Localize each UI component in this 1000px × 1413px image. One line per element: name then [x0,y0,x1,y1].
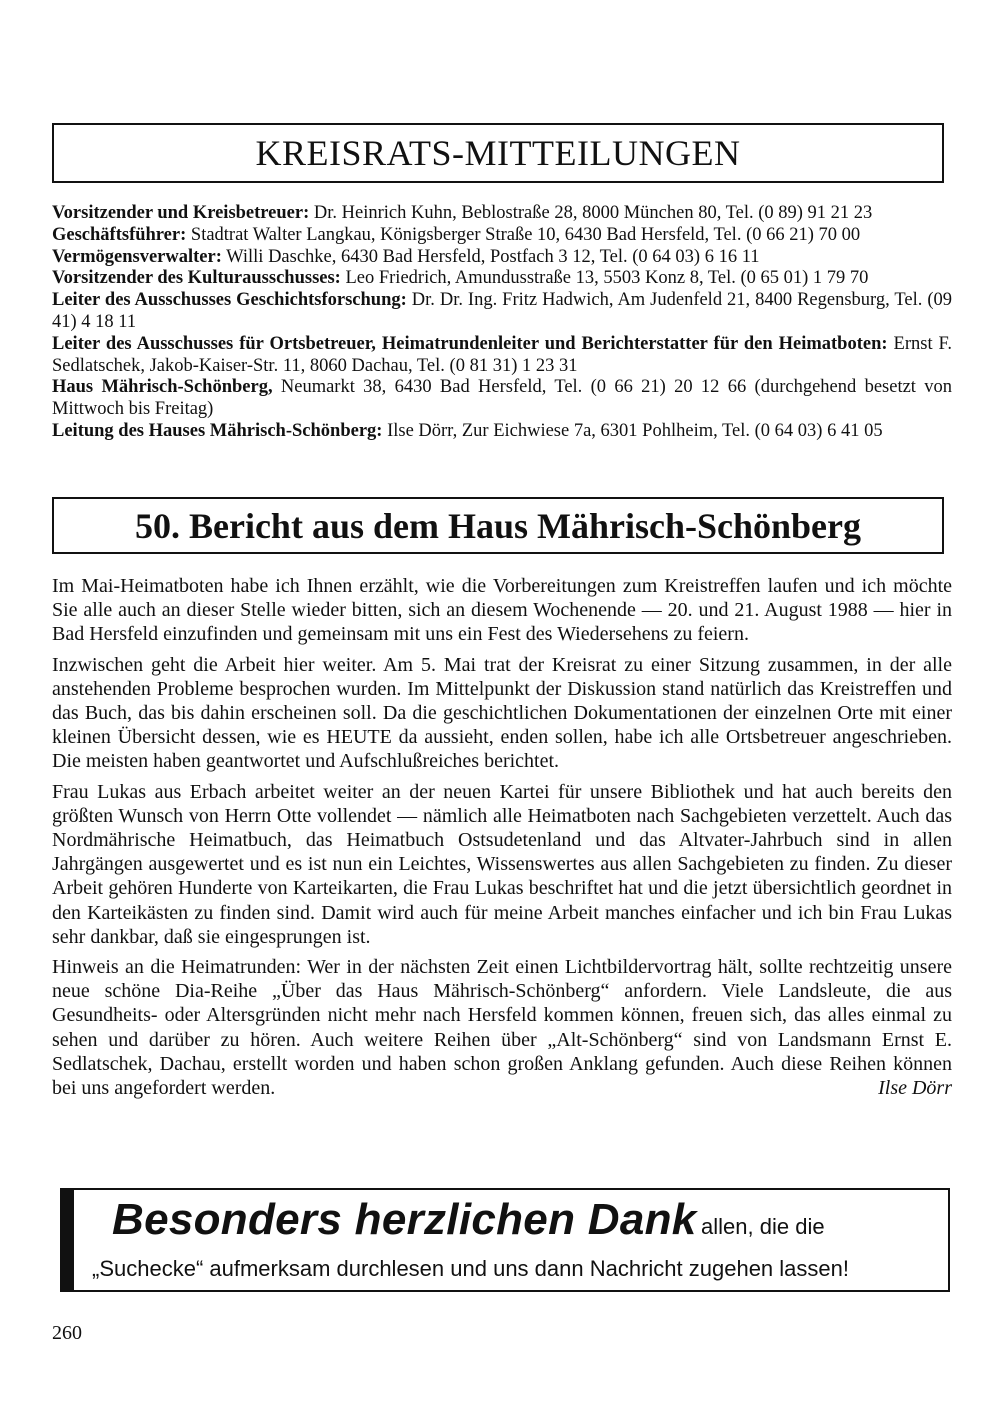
thanks-box [60,1188,950,1292]
contact-label: Leiter des Ausschusses für Ortsbetreuer, Heimatrundenleiter und Berichterstatter für den Heimatboten: [52,333,888,354]
article-paragraph: Frau Lukas aus Erbach arbeitet weiter an der neuen Kartei für unsere Bibliothek und hat auch bereits den größten Wunsch von Herrn Otte vollendet — nämlich alle Heimatboten nach Sachgebieten verzettelt. Auch das Nordmährische Heimatbuch, das Heimatbuch Ostsudetenland und das Altvater-Jahrbuch sind in allen Jahrgängen ausgewertet und es ist nun ein Leichtes, Wissenswertes aus allen Sachgebieten zu finden. Zu dieser Arbeit gehören Hunderte von Karteikarten, die Frau Lukas beschriftet hat und die jetzt übersichtlich geordnet in den Karteikästen zu finden sind. Damit wird auch für meine Arbeit manches einfacher und ich bin Frau Lukas sehr dankbar, daß sie eingesprungen ist. [52,780,952,948]
thanks-headline: Besonders herzlichen Dank [112,1195,697,1244]
contact-label: Geschäftsführer: [52,224,187,245]
contact-text: Willi Daschke, 6430 Bad Hersfeld, Postfach 3 12, Tel. (0 64 03) 6 16 11 [221,246,760,267]
contact-text: Dr. Dr. Ing. Fritz Hadwich, Am Judenfeld 21, 8400 Regensburg, Tel. (09 41) 4 18 11 [52,290,953,332]
contact-label: Leitung des Hauses Mährisch-Schönberg: [52,420,383,441]
contact-text: Neumarkt 38, 6430 Bad Hersfeld, Tel. (0 66 21) 20 12 66 (durchgehend besetzt von Mittwoch bis Freitag) [52,377,952,420]
article-paragraph: Im Mai-Heimatboten habe ich Ihnen erzählt, wie die Vorbereitungen zum Kreistreffen laufen und ich möchte Sie alle auch an dieser Stelle wieder bitten, sich an diesem Wochenende — 20. und 21. August 1988 — hier in Bad Hersfeld einzufinden und gemeinsam mit uns ein Fest des Wiedersehens zu feiern. [52,575,952,646]
contact-label: Vermögensverwalter: [52,246,222,267]
author-signature: Ilse Dörr [878,1077,952,1100]
contact-entry [52,421,952,443]
contact-text: Dr. Heinrich Kuhn, Beblostraße 28, 8000 München 80, Tel. (0 89) 91 21 23 [309,203,873,223]
article-paragraph-last [52,955,952,1100]
contact-text: Stadtrat Walter Langkau, Königsberger Straße 10, 6430 Bad Hersfeld, Tel. (0 66 21) 70 00 [186,224,861,245]
contact-entry [52,247,952,269]
contact-entry [52,203,952,225]
contact-entry [52,268,952,290]
contact-entry [52,290,952,334]
thanks-line-2: „Suchecke“ aufmerksam durchlesen und uns dann Nachricht zugehen lassen! [92,1256,849,1281]
thanks-subtext: allen, die die [701,1214,825,1239]
contact-text: Ilse Dörr, Zur Eichwiese 7a, 6301 Pohlheim, Tel. (0 64 03) 6 41 05 [382,420,883,441]
contact-label: Haus Mährisch-Schönberg, [52,377,273,398]
article-heading: 50. Bericht aus dem Haus Mährisch-Schönberg [134,505,861,546]
contact-entry [52,225,952,247]
article-paragraph: Hinweis an die Heimatrunden: Wer in der nächsten Zeit einen Lichtbildervortrag hält, sollte rechtzeitig unsere neue schöne Dia-Reihe „Über das Haus Mährisch-Schönberg“ anfordern. Viele Landsleute, die aus Gesundheits- oder Altersgründen nicht mehr nach Hersfeld kommen können, freuen sich, das alles einmal zu sehen und darüber zu hören. Auch weitere Reihen über „Alt-Schönberg“ sind von Landsmann Ernst E. Sedlatschek, Dachau, erstellt worden und haben schon großen Anklang gefunden. Auch diese Reihen können bei uns angefordert werden. [52,956,952,1100]
contact-entry [52,377,952,421]
contact-label: Leiter des Ausschusses Geschichtsforschung: [52,290,407,311]
article-paragraph: Inzwischen geht die Arbeit hier weiter. Am 5. Mai trat der Kreisrat zu einer Sitzung zusammen, in der alle anstehenden Probleme besprochen wurden. Im Mittelpunkt der Diskussion stand natürlich das Kreistreffen und das Buch, das bis dahin erscheinen soll. Da die geschichtlichen Dokumentationen der einzelnen Orte mit einer kleinen Übersicht dessen, wie es HEUTE da aussieht, enden sollen, habe ich alle Ortsbetreuer angeschrieben. Die meisten haben geantwortet und Aufschlußreiches berichtet. [52,653,952,773]
thanks-line-1 [112,1196,948,1254]
kreisrat-heading: KREISRATS-MITTEILUNGEN [255,133,741,173]
contact-label: Vorsitzender des Kulturausschusses: [52,268,341,289]
contact-text: Ernst F. Sedlatschek, Jakob-Kaiser-Str. 11, 8060 Dachau, Tel. (0 81 31) 1 23 31 [52,333,952,376]
kreisrat-heading-box [52,123,944,183]
contact-list [52,203,952,443]
page-number: 260 [52,1322,82,1344]
article-body [52,574,952,1106]
contact-entry [52,334,952,378]
contact-text: Leo Friedrich, Amundusstraße 13, 5503 Konz 8, Tel. (0 65 01) 1 79 70 [340,268,869,289]
contact-label: Vorsitzender und Kreisbetreuer: [52,203,310,223]
article-heading-box [52,497,944,554]
